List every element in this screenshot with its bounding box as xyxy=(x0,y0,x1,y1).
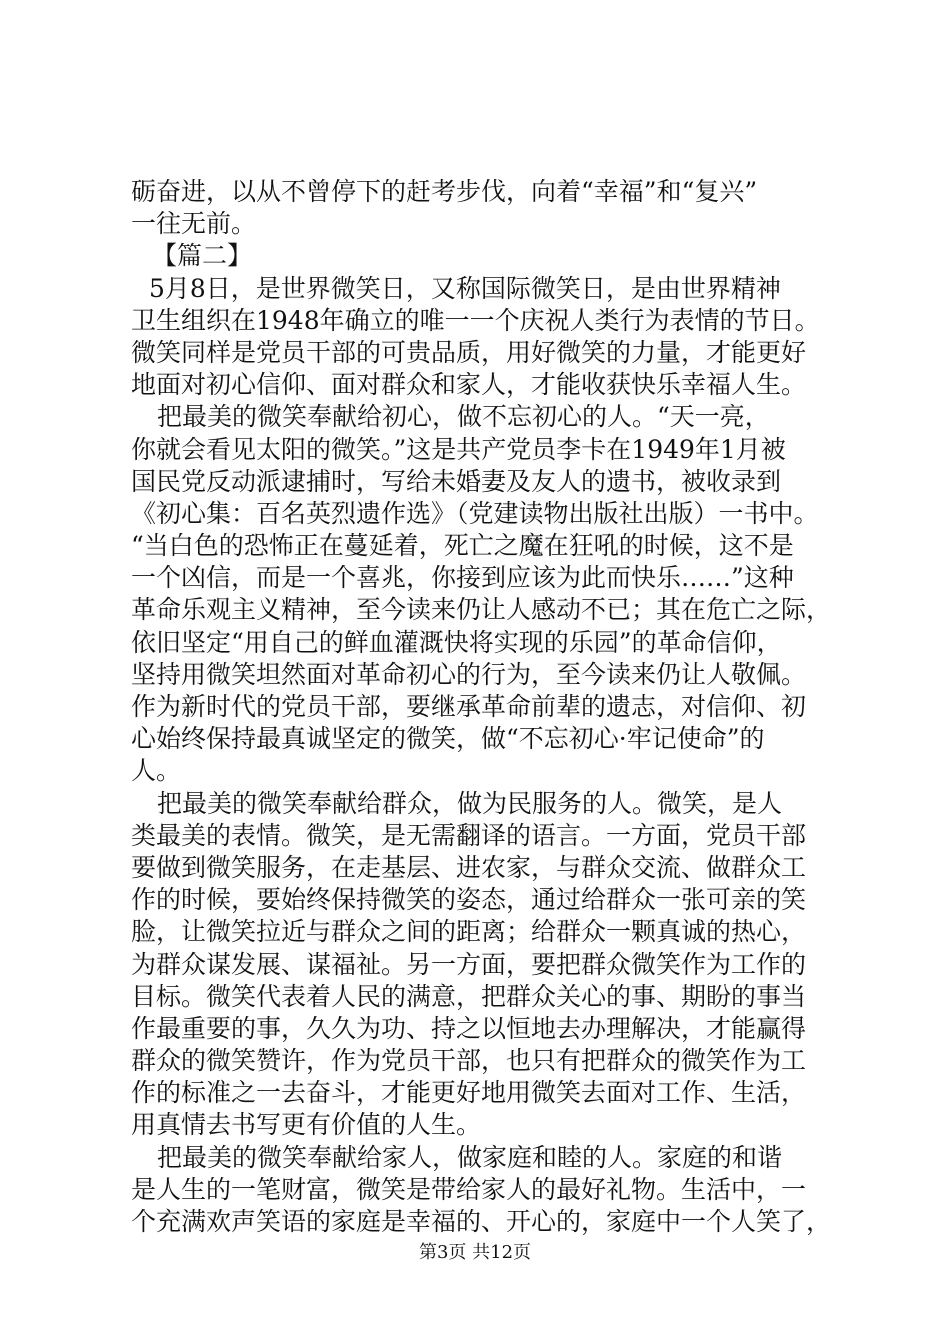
text-line: 要做到微笑服务，在走基层、进农家，与群众交流、做群众工 xyxy=(131,852,807,882)
text-line: 依旧坚定“用自己的鲜血灌溉快将实现的乐园”的革命信仰， xyxy=(131,627,782,657)
text-line: 作的时候，要始终保持微笑的姿态，通过给群众一张可亲的笑 xyxy=(131,885,807,915)
text-line: 群众的微笑赞许，作为党员干部，也只有把群众的微笑作为工 xyxy=(131,1046,807,1076)
text-line: 作的标准之一去奋斗，才能更好地用微笑去面对工作、生活， xyxy=(131,1078,807,1108)
text-line: 人。 xyxy=(131,756,182,786)
text-line: 《初心集：百名英烈遗作选》（党建读物出版社出版）一书中。 xyxy=(131,498,819,528)
paragraph-first-line: 把最美的微笑奉献给家人，做家庭和睦的人。家庭的和谐 xyxy=(157,1142,783,1172)
page-number-label: 第3页 共12页 xyxy=(418,1242,532,1263)
paragraph-first-line: 5月8日，是世界微笑日，又称国际微笑日，是由世界精神 xyxy=(149,273,781,303)
text-line: 类最美的表情。微笑，是无需翻译的语言。一方面，党员干部 xyxy=(131,820,807,850)
text-line: 心始终保持最真诚坚定的微笑，做“不忘初心·牢记使命”的 xyxy=(131,724,765,754)
text-line: 目标。微笑代表着人民的满意，把群众关心的事、期盼的事当 xyxy=(131,981,807,1011)
text-line: 作最重要的事，久久为功、持之以恒地去办理解决，才能赢得 xyxy=(131,1013,807,1043)
text-line: 微笑同样是党员干部的可贵品质，用好微笑的力量，才能更好 xyxy=(131,337,807,367)
text-line: 砺奋进，以从不曾停下的赶考步伐，向着“幸福”和“复兴” xyxy=(131,177,758,206)
section-heading: 【篇二】 xyxy=(152,241,253,271)
paragraph-first-line: 把最美的微笑奉献给初心，做不忘初心的人。“天一亮， xyxy=(157,402,770,432)
text-line: 一往无前。 xyxy=(131,209,257,239)
text-line: 为群众谋发展、谋福祉。另一方面，要把群众微笑作为工作的 xyxy=(131,949,807,979)
text-line: “当白色的恐怖正在蔓延着，死亡之魔在狂吼的时候，这不是 xyxy=(131,531,794,561)
paragraph-first-line: 把最美的微笑奉献给群众，做为民服务的人。微笑，是人 xyxy=(157,788,783,818)
body-text xyxy=(131,176,831,1238)
text-line: 坚持用微笑坦然面对革命初心的行为，至今读来仍让人敬佩。 xyxy=(131,659,807,689)
page-footer xyxy=(0,1241,950,1265)
text-line: 国民党反动派逮捕时，写给未婚妻及友人的遗书，被收录到 xyxy=(131,466,782,496)
text-line: 个充满欢声笑语的家庭是幸福的、开心的，家庭中一个人笑了， xyxy=(131,1207,832,1236)
text-line: 脸，让微笑拉近与群众之间的距离；给群众一颗真诚的热心， xyxy=(131,917,807,947)
text-line: 革命乐观主义精神，至今读来仍让人感动不已；其在危亡之际， xyxy=(131,595,832,625)
text-line: 作为新时代的党员干部，要继承革命前辈的遗志，对信仰、初 xyxy=(131,692,807,721)
text-line: 你就会看见太阳的微笑。”这是共产党员李卡在1949年1月被 xyxy=(131,434,786,464)
text-line: 一个凶信，而是一个喜兆，你接到应该为此而快乐……”这种 xyxy=(131,563,794,593)
text-line: 地面对初心信仰、面对群众和家人，才能收获快乐幸福人生。 xyxy=(131,370,807,400)
text-line: 卫生组织在1948年确立的唯一一个庆祝人类行为表情的节日。 xyxy=(131,305,820,335)
text-line: 是人生的一笔财富，微笑是带给家人的最好礼物。生活中，一 xyxy=(131,1174,807,1204)
text-line: 用真情去书写更有价值的人生。 xyxy=(131,1110,482,1140)
